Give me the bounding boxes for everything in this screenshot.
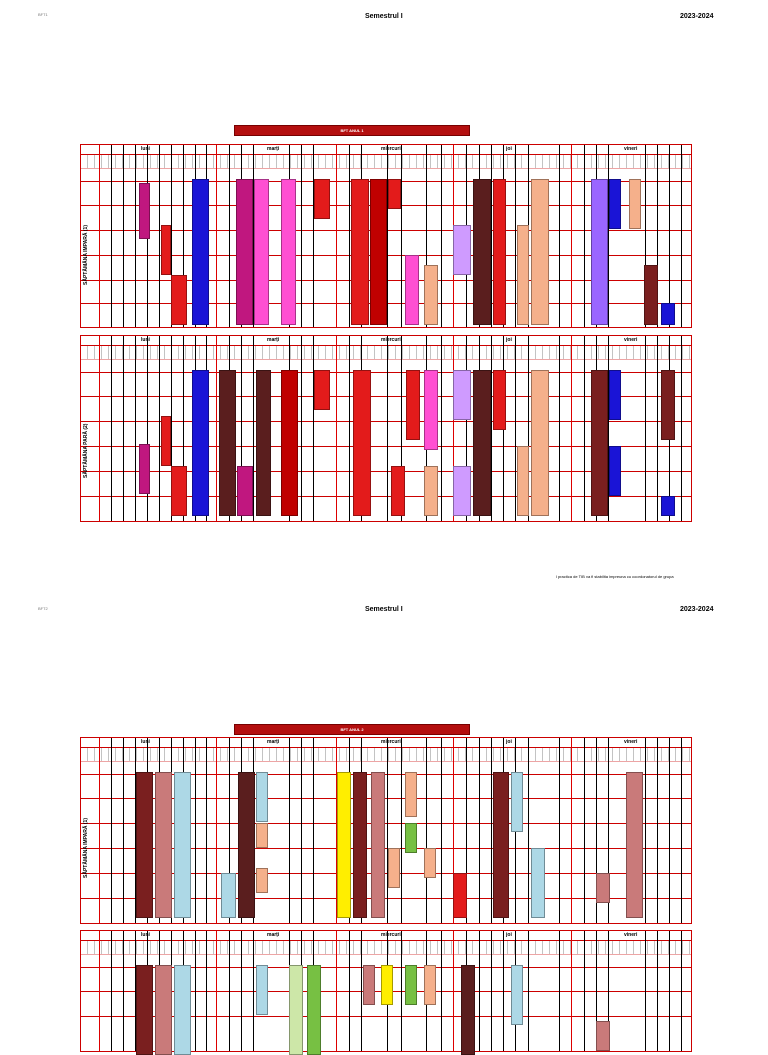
class-block — [473, 179, 491, 325]
class-block — [238, 772, 255, 918]
class-block — [314, 370, 330, 410]
class-block — [136, 772, 153, 918]
class-block — [256, 823, 268, 848]
class-block — [161, 416, 171, 466]
class-block — [314, 179, 330, 219]
footnote: l practica de TIB va fi stabilita impreuna cu coordonatorul de grupa — [556, 574, 674, 579]
hour-strip — [81, 940, 691, 955]
class-block — [353, 772, 367, 918]
class-block — [236, 179, 253, 325]
class-block — [219, 370, 236, 516]
class-block — [192, 370, 209, 516]
class-block — [155, 772, 172, 918]
day-monday: luni — [141, 932, 150, 938]
class-block — [511, 965, 523, 1025]
class-block — [254, 179, 269, 325]
day-monday: luni — [141, 146, 150, 152]
class-block — [281, 370, 298, 516]
class-block — [591, 179, 608, 325]
class-block — [493, 179, 506, 325]
academic-year: 2023-2024 — [680, 606, 714, 613]
class-block — [531, 370, 549, 516]
class-block — [424, 965, 436, 1005]
timetable-even-week — [80, 930, 692, 1052]
class-block — [161, 225, 171, 275]
class-block — [388, 179, 401, 209]
class-block — [174, 965, 191, 1055]
day-monday: luni — [141, 337, 150, 343]
class-block — [256, 868, 268, 893]
class-block — [256, 772, 268, 822]
class-block — [171, 275, 187, 325]
class-block — [256, 965, 268, 1015]
sheet-title: BFT ANUL 2 — [234, 724, 470, 735]
timetable-odd-week — [80, 737, 692, 924]
class-block — [626, 772, 643, 918]
day-tuesday: marți — [267, 146, 280, 152]
hour-strip — [81, 345, 691, 360]
timetable-odd-week — [80, 144, 692, 328]
day-tuesday: marți — [267, 739, 280, 745]
class-block — [517, 225, 529, 325]
class-block — [351, 179, 369, 325]
sheet-title: BFT ANUL 1 — [234, 125, 470, 136]
semester-title: Semestrul I — [365, 606, 403, 613]
day-wednesday: miercuri — [381, 146, 401, 152]
class-block — [511, 772, 523, 832]
class-block — [406, 370, 420, 440]
class-block — [391, 466, 405, 516]
class-block — [517, 446, 529, 516]
class-block — [371, 772, 385, 918]
class-block — [473, 370, 491, 516]
class-block — [591, 370, 608, 516]
class-block — [370, 179, 387, 325]
day-wednesday: miercuri — [381, 337, 401, 343]
corner-code: BFT2 — [38, 606, 48, 611]
class-block — [453, 225, 471, 275]
week-label: SĂPTĂMÂNA IMPARĂ (1) — [83, 818, 89, 878]
class-block — [453, 466, 471, 516]
class-block — [237, 466, 253, 516]
day-wednesday: miercuri — [381, 739, 401, 745]
class-block — [531, 179, 549, 325]
day-wednesday: miercuri — [381, 932, 401, 938]
class-block — [353, 370, 371, 516]
class-block — [405, 965, 417, 1005]
day-thursday: joi — [506, 932, 512, 938]
class-block — [139, 444, 150, 494]
class-block — [644, 265, 658, 325]
class-block — [596, 1021, 610, 1051]
day-thursday: joi — [506, 146, 512, 152]
week-label: SĂPTĂMÂNA PARĂ (2) — [83, 423, 89, 478]
timetable-even-week — [80, 335, 692, 522]
class-block — [363, 965, 375, 1005]
class-block — [596, 873, 610, 903]
class-block — [453, 873, 467, 918]
day-tuesday: marți — [267, 932, 280, 938]
class-block — [453, 370, 471, 420]
day-thursday: joi — [506, 739, 512, 745]
class-block — [405, 772, 417, 817]
class-block — [171, 466, 187, 516]
class-block — [661, 370, 675, 440]
day-friday: vineri — [624, 739, 638, 745]
hour-strip — [81, 154, 691, 169]
class-block — [424, 848, 436, 878]
class-block — [388, 848, 400, 888]
class-block — [307, 965, 321, 1055]
class-block — [661, 496, 675, 516]
corner-code: BFT1 — [38, 12, 48, 17]
class-block — [289, 965, 303, 1055]
class-block — [174, 772, 191, 918]
class-block — [661, 303, 675, 325]
class-block — [256, 370, 271, 516]
class-block — [531, 848, 545, 918]
day-friday: vineri — [624, 932, 638, 938]
day-tuesday: marți — [267, 337, 280, 343]
semester-title: Semestrul I — [365, 13, 403, 20]
class-block — [337, 772, 351, 918]
class-block — [221, 873, 236, 918]
day-thursday: joi — [506, 337, 512, 343]
class-block — [609, 179, 621, 229]
hour-strip — [81, 747, 691, 762]
day-friday: vineri — [624, 337, 638, 343]
class-block — [424, 265, 438, 325]
class-block — [136, 965, 153, 1055]
class-block — [405, 255, 419, 325]
class-block — [155, 965, 172, 1055]
day-monday: luni — [141, 739, 150, 745]
class-block — [424, 370, 438, 450]
class-block — [424, 466, 438, 516]
class-block — [192, 179, 209, 325]
class-block — [493, 772, 509, 918]
class-block — [493, 370, 506, 430]
class-block — [381, 965, 393, 1005]
class-block — [629, 179, 641, 229]
class-block — [609, 446, 621, 496]
class-block — [609, 370, 621, 420]
class-block — [461, 965, 475, 1055]
class-block — [139, 183, 150, 239]
academic-year: 2023-2024 — [680, 13, 714, 20]
class-block — [281, 179, 296, 325]
class-block — [405, 823, 417, 853]
week-label: SĂPTĂMÂNA IMPARĂ (1) — [83, 225, 89, 285]
day-friday: vineri — [624, 146, 638, 152]
